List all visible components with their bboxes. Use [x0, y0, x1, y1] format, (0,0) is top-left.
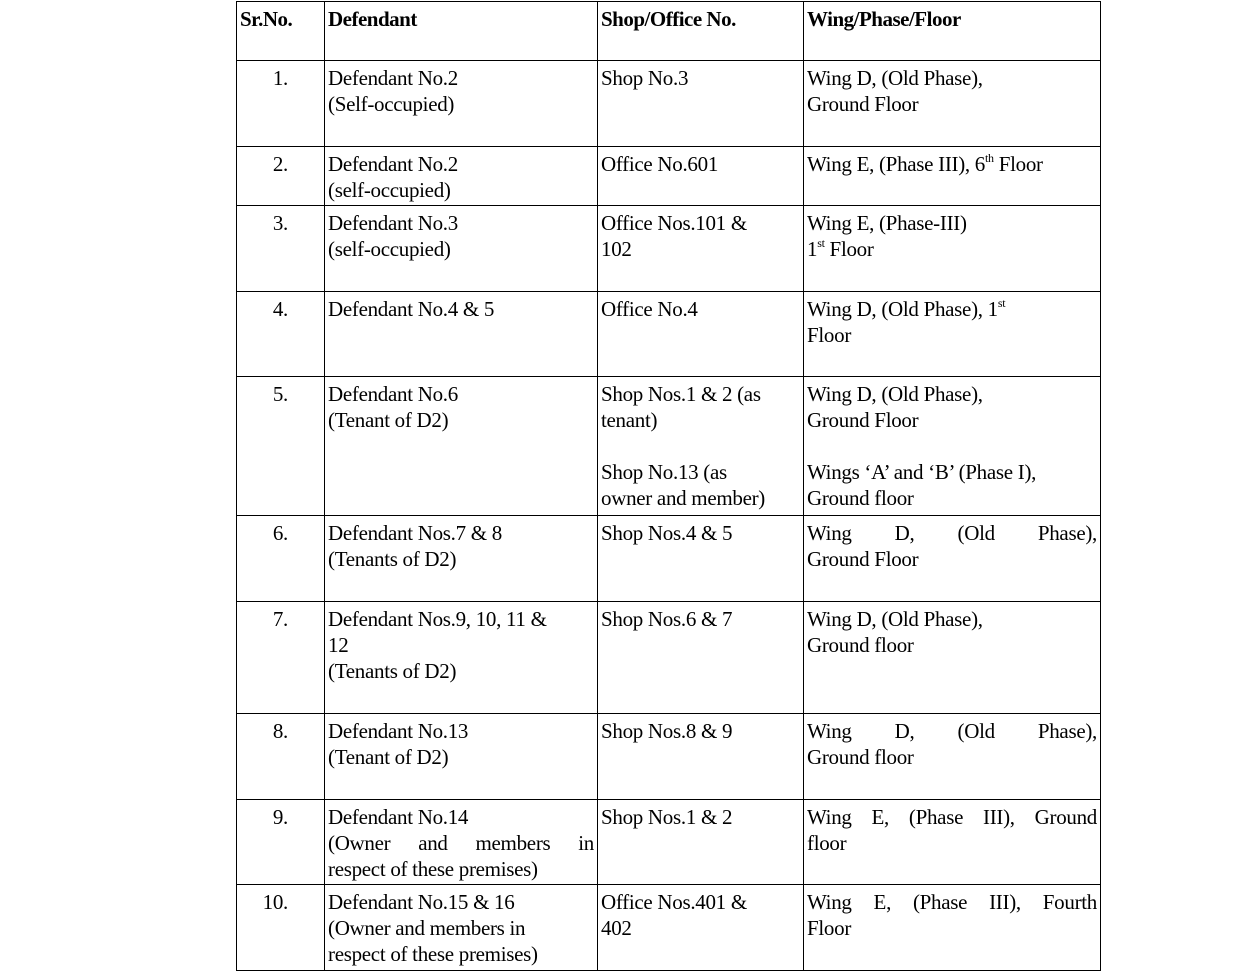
cell-line: (Tenants of D2) — [328, 547, 457, 571]
table-row — [237, 800, 1101, 885]
cell-line: Defendant No.14 — [328, 805, 469, 829]
cell-line: Wings ‘A’ and ‘B’ (Phase I), — [807, 460, 1037, 484]
cell-line: Floor — [807, 323, 852, 347]
ordinal-suffix: th — [985, 151, 994, 165]
cell-line: (Owner and members in — [328, 916, 526, 940]
ordinal-suffix: st — [997, 296, 1006, 310]
defendant-cell — [325, 800, 598, 885]
cell-line: (self-occupied) — [328, 237, 451, 261]
defendants-table — [236, 1, 1101, 971]
header-wing-phase-floor: Wing/Phase/Floor — [804, 2, 1101, 61]
cell-line: Wing E, (Phase-III) — [807, 211, 967, 235]
table-row — [237, 147, 1101, 206]
table-row — [237, 885, 1101, 971]
cell-line: Defendant No.2 — [328, 152, 458, 176]
sr-no-cell: 2. — [237, 147, 325, 206]
cell-line: Defendant No.2 — [328, 66, 458, 90]
wing-cell — [804, 292, 1101, 377]
cell-line: Defendant No.3 — [328, 211, 458, 235]
line-text: Floor — [993, 152, 1043, 176]
cell-line: Shop Nos.8 & 9 — [601, 719, 733, 743]
shop-cell — [598, 206, 804, 292]
cell-line: (Tenant of D2) — [328, 745, 449, 769]
defendant-cell — [325, 377, 598, 516]
cell-line: (Owner and members in — [328, 831, 594, 855]
cell-line: (self-occupied) — [328, 178, 451, 202]
cell-line — [601, 433, 800, 459]
sr-no-cell: 9. — [237, 800, 325, 885]
shop-cell — [598, 377, 804, 516]
cell-line: Office No.4 — [601, 297, 698, 321]
cell-line: (Self-occupied) — [328, 92, 455, 116]
wing-cell — [804, 800, 1101, 885]
sr-no-cell: 8. — [237, 714, 325, 800]
cell-line: respect of these premises) — [328, 857, 538, 881]
table-row — [237, 714, 1101, 800]
sr-no-cell: 3. — [237, 206, 325, 292]
cell-line: 12 — [328, 633, 349, 657]
cell-line: Ground Floor — [807, 92, 919, 116]
shop-cell — [598, 714, 804, 800]
cell-line — [807, 296, 1097, 322]
cell-line: Ground floor — [807, 745, 914, 769]
shop-cell — [598, 61, 804, 147]
table-row — [237, 61, 1101, 147]
cell-line: 402 — [601, 916, 632, 940]
shop-cell — [598, 602, 804, 714]
cell-line: Shop Nos.4 & 5 — [601, 521, 733, 545]
sr-no-cell: 5. — [237, 377, 325, 516]
cell-line: Wing D, (Old Phase), — [807, 719, 1097, 743]
defendant-cell — [325, 714, 598, 800]
wing-cell — [804, 377, 1101, 516]
wing-cell — [804, 147, 1101, 206]
wing-cell — [804, 61, 1101, 147]
cell-line: Wing E, (Phase III), Ground — [807, 805, 1097, 829]
cell-line: Wing D, (Old Phase), — [807, 607, 983, 631]
cell-line: tenant) — [601, 408, 658, 432]
line-text: Floor — [824, 237, 874, 261]
cell-line: Defendant No.15 & 16 — [328, 890, 515, 914]
cell-line: Defendant No.6 — [328, 382, 458, 406]
cell-line: Floor — [807, 916, 852, 940]
cell-line: Wing E, (Phase III), Fourth — [807, 890, 1097, 914]
cell-line: Defendant Nos.7 & 8 — [328, 521, 502, 545]
defendant-cell — [325, 602, 598, 714]
wing-cell — [804, 206, 1101, 292]
sr-no-cell: 1. — [237, 61, 325, 147]
wing-cell — [804, 516, 1101, 602]
cell-line: Ground floor — [807, 633, 914, 657]
cell-line — [807, 433, 1097, 459]
header-sr-no: Sr.No. — [237, 2, 325, 61]
cell-line: Defendant No.4 & 5 — [328, 297, 495, 321]
table-row — [237, 377, 1101, 516]
cell-line: Ground floor — [807, 486, 914, 510]
wing-cell — [804, 714, 1101, 800]
wing-cell — [804, 885, 1101, 971]
cell-line: 102 — [601, 237, 632, 261]
cell-line: Shop Nos.6 & 7 — [601, 607, 733, 631]
cell-line: floor — [807, 831, 847, 855]
cell-line: Shop Nos.1 & 2 (as — [601, 382, 761, 406]
shop-cell — [598, 885, 804, 971]
shop-cell — [598, 147, 804, 206]
cell-line — [807, 151, 1097, 177]
cell-line: Wing D, (Old Phase), — [807, 66, 983, 90]
cell-line — [807, 236, 1097, 262]
shop-cell — [598, 292, 804, 377]
cell-line: Office Nos.401 & — [601, 890, 747, 914]
sr-no-cell: 4. — [237, 292, 325, 377]
ordinal-suffix: st — [817, 236, 825, 250]
cell-line: Office Nos.101 & — [601, 211, 747, 235]
shop-cell — [598, 800, 804, 885]
defendant-cell — [325, 61, 598, 147]
cell-line: Wing D, (Old Phase), — [807, 521, 1097, 545]
line-text: Wing E, (Phase III), 6 — [807, 152, 986, 176]
cell-line: respect of these premises) — [328, 942, 538, 966]
cell-line: Ground Floor — [807, 408, 919, 432]
header-defendant: Defendant — [325, 2, 598, 61]
table-row — [237, 206, 1101, 292]
cell-line: Ground Floor — [807, 547, 919, 571]
cell-line: owner and member) — [601, 486, 765, 510]
table-row — [237, 516, 1101, 602]
sr-no-cell: 6. — [237, 516, 325, 602]
cell-line: (Tenant of D2) — [328, 408, 449, 432]
cell-line: Shop No.3 — [601, 66, 689, 90]
defendant-cell — [325, 147, 598, 206]
sr-no-cell: 7. — [237, 602, 325, 714]
cell-line: Wing D, (Old Phase), — [807, 382, 983, 406]
cell-line: Defendant No.13 — [328, 719, 469, 743]
table-row — [237, 292, 1101, 377]
wing-cell — [804, 602, 1101, 714]
header-row — [237, 2, 1101, 61]
cell-line: Office No.601 — [601, 152, 719, 176]
cell-line: Defendant Nos.9, 10, 11 & — [328, 607, 547, 631]
line-text: 1 — [807, 237, 818, 261]
shop-cell — [598, 516, 804, 602]
defendant-cell — [325, 516, 598, 602]
defendant-cell — [325, 206, 598, 292]
defendant-cell — [325, 885, 598, 971]
cell-line: (Tenants of D2) — [328, 659, 457, 683]
cell-line: Shop Nos.1 & 2 — [601, 805, 733, 829]
sr-no-cell: 10. — [237, 885, 325, 971]
cell-line: Shop No.13 (as — [601, 460, 727, 484]
line-text: Wing D, (Old Phase), 1 — [807, 297, 998, 321]
defendant-cell — [325, 292, 598, 377]
header-shop-office: Shop/Office No. — [598, 2, 804, 61]
table-row — [237, 602, 1101, 714]
